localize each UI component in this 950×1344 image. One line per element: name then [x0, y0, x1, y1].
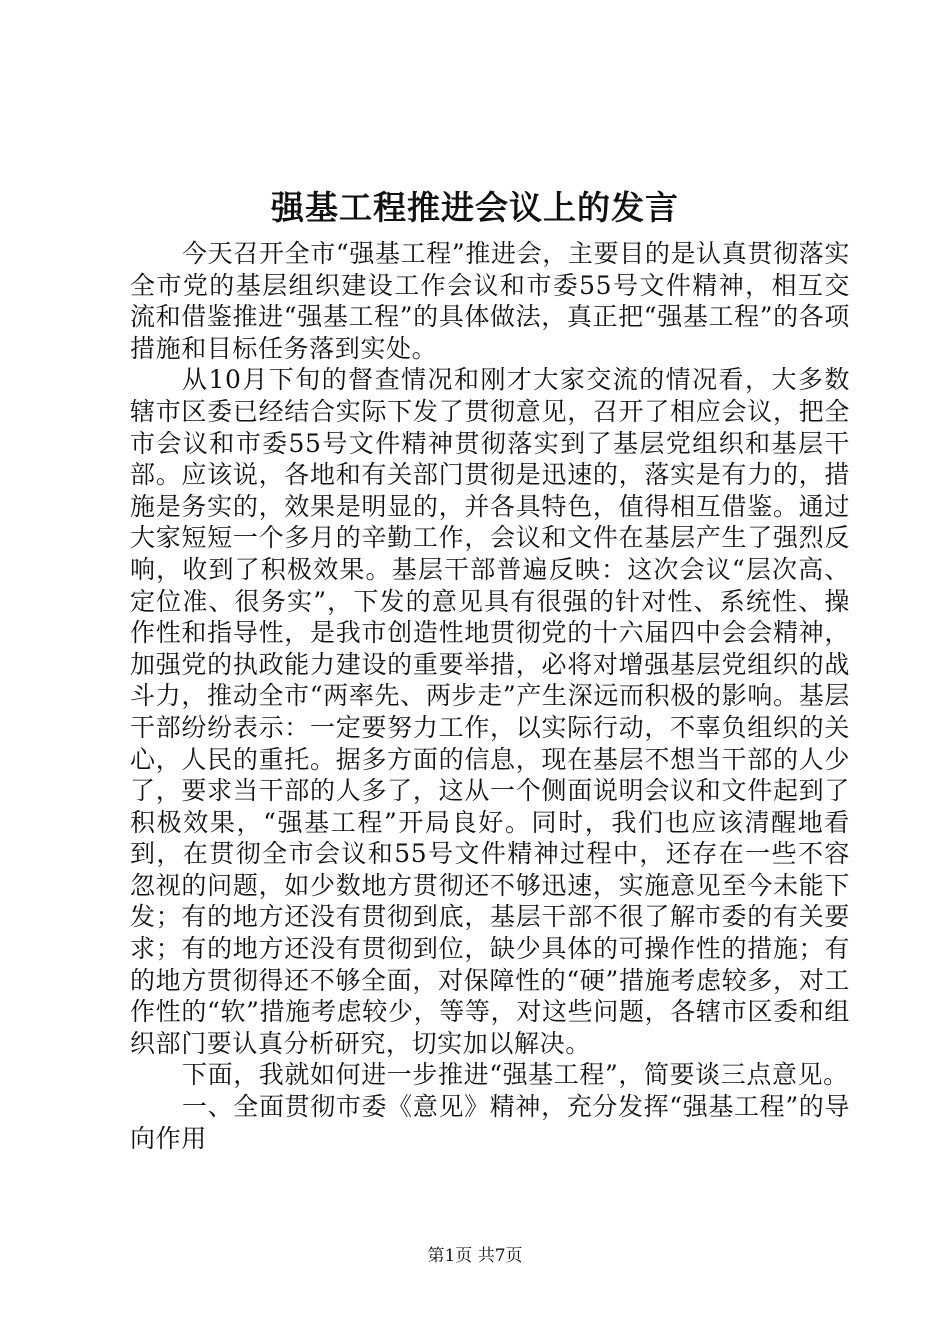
document-title: 强基工程推进会议上的发言: [271, 188, 679, 227]
paragraph-3: 下面，我就如何进一步推进“强基工程”，简要谈三点意见。: [182, 1060, 849, 1090]
document-body: [130, 238, 850, 1154]
paragraph-2: 从10月下旬的督查情况和刚才大家交流的情况看，大多数辖市区委已经结合实际下发了贯彻意见，召开了相应会议，把全市会议和市委55号文件精神贯彻落实到了基层党组织和基层干部。应该说，各地和有关部门贯彻是迅速的，落实是有力的，措施是务实的，效果是明显的，并各具特色，值得相互借鉴。通过大家短短一个多月的辛勤工作，会议和文件在基层产生了强烈反响，收到了积极效果。基层干部普遍反映：这次会议“层次高、定位准、很务实”，下发的意见具有很强的针对性、系统性、操作性和指导性，是我市创造性地贯彻党的十六届四中会会精神，加强党的执政能力建设的重要举措，必将对增强基层党组织的战斗力，推动全市“两率先、两步走”产生深远而积极的影响。基层干部纷纷表示：一定要努力工作，以实际行动，不辜负组织的关心，人民的重托。据多方面的信息，现在基层不想当干部的人少了，要求当干部的人多了，这从一个侧面说明会议和文件起到了积极效果，“强基工程”开局良好。同时，我们也应该清醒地看到，在贯彻全市会议和55号文件精神过程中，还存在一些不容忽视的问题，如少数地方贯彻还不够迅速，实施意见至今未能下发；有的地方还没有贯彻到底，基层干部不很了解市委的有关要求；有的地方还没有贯彻到位，缺少具体的可操作性的措施；有的地方贯彻得还不够全面，对保障性的“硬”措施考虑较多，对工作性的“软”措施考虑较少，等等，对这些问题，各辖市区委和组织部门要认真分析研究，切实加以解决。: [130, 365, 850, 1058]
page-footer: 第1页 共7页: [427, 1246, 523, 1266]
paragraph-4: 一、全面贯彻市委《意见》精神，充分发挥“强基工程”的导向作用: [130, 1092, 850, 1153]
paragraph-1: 今天召开全市“强基工程”推进会，主要目的是认真贯彻落实全市党的基层组织建设工作会议和市委55号文件精神，相互交流和借鉴推进“强基工程”的具体做法，真正把“强基工程”的各项措施和目标任务落到实处。: [130, 239, 850, 363]
